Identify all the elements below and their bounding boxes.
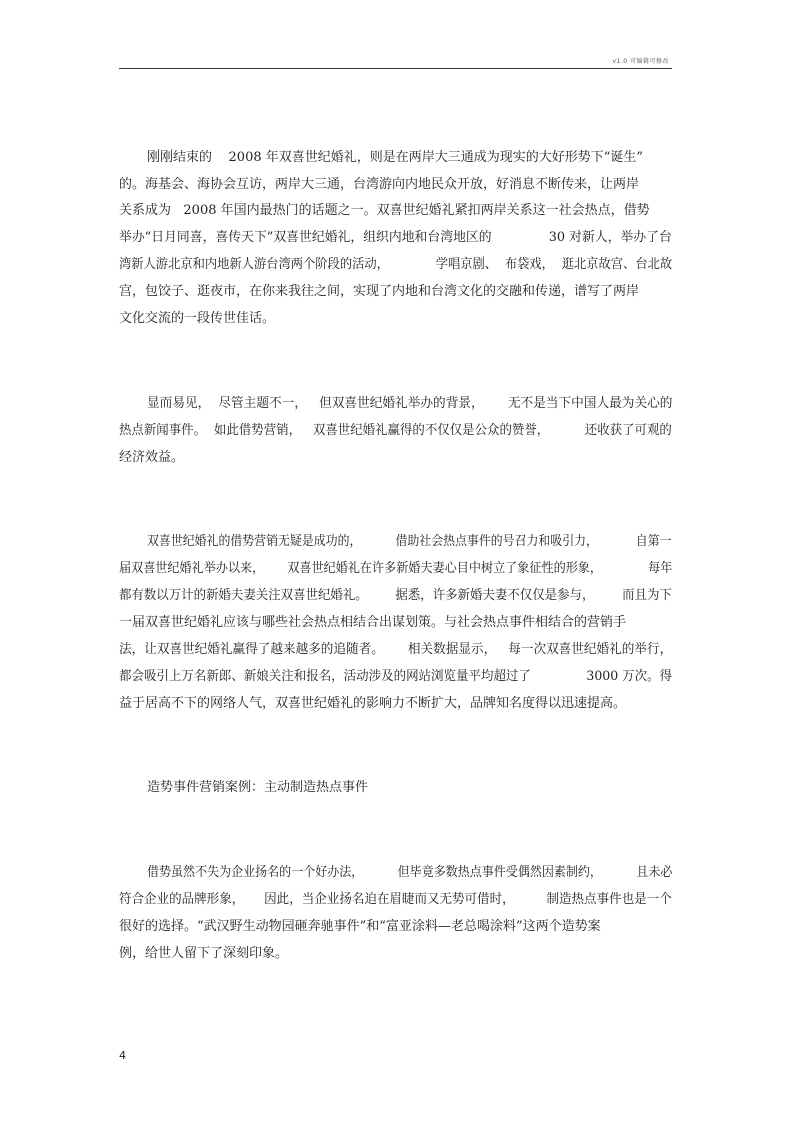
text-line: 双喜世纪婚礼的借势营销无疑是成功的， 借助社会热点事件的号召力和吸引力， 自第一 — [147, 534, 672, 549]
text-line: 届双喜世纪婚礼举办以来， 双喜世纪婚礼在许多新婚夫妻心目中树立了象征性的形象， 每年 — [119, 561, 673, 576]
text-line: 符合企业的品牌形象， 因此，当企业扬名迫在眉睫而又无势可借时， 制造热点事件也是一个 — [119, 892, 672, 907]
text-line: 刚刚结束的 2008 年双喜世纪婚礼，则是在两岸大三通成为现实的大好形势下“诞生” — [147, 150, 644, 165]
text-line: 宫，包饺子、逛夜市，在你来我往之间，实现了内地和台湾文化的交融和传递，谱写了两岸 — [119, 284, 640, 299]
text-line: 文化交流的一段传世佳话。 — [119, 311, 276, 326]
page-number: 4 — [119, 1049, 126, 1062]
heading-line: 造势事件营销案例：主动制造热点事件 — [147, 780, 369, 795]
text-line: 很好的选择。“武汉野生动物园砸奔驰事件”和“富亚涂料—老总喝涂料”这两个造势案 — [119, 919, 601, 934]
text-line: 经济效益。 — [119, 450, 185, 465]
text-line: 益于居高不下的网络人气，双喜世纪婚礼的影响力不断扩大，品牌知名度得以迅速提高。 — [119, 696, 627, 711]
text-line: 都有数以万计的新婚夫妻关注双喜世纪婚礼。 据悉，许多新婚夫妻不仅仅是参与， 而且为下 — [119, 588, 672, 603]
header-divider — [119, 68, 672, 69]
text-line: 的。海基会、海协会互访，两岸大三通，台湾游向内地民众开放，好消息不断传来，让两岸 — [119, 177, 640, 192]
text-line: 关系成为 2008 年国内最热门的话题之一。双喜世纪婚礼紧扣两岸关系这一社会热点，借势 — [119, 203, 650, 218]
text-line: 热点新闻事件。 如此借势营销， 双喜世纪婚礼赢得的不仅仅是公众的赞誉， 还收获了可观的 — [119, 423, 672, 438]
text-line: 都会吸引上万名新郎、新娘关注和报名，活动涉及的网站浏览量平均超过了 3000 万次。得 — [119, 669, 673, 684]
text-line: 一届双喜世纪婚礼应该与哪些社会热点相结合出谋划策。与社会热点事件相结合的营销手 — [119, 615, 627, 630]
text-line: 法，让双喜世纪婚礼赢得了越来越多的追随者。 相关数据显示， 每一次双喜世纪婚礼的举行， — [119, 642, 673, 657]
text-line: 湾新人游北京和内地新人游台湾两个阶段的活动， 学唱京剧、 布袋戏， 逛北京故宫、台北故 — [119, 257, 673, 272]
header-version-label: v1.0 可编辑可修改 — [612, 58, 669, 65]
text-line: 例，给世人留下了深刻印象。 — [119, 946, 289, 961]
text-line: 借势虽然不失为企业扬名的一个好办法， 但毕竟多数热点事件受偶然因素制约， 且未必 — [147, 865, 673, 880]
text-line: 显而易见， 尽管主题不一， 但双喜世纪婚礼举办的背景， 无不是当下中国人最为关心的 — [147, 396, 673, 411]
text-line: 举办“日月同喜，喜传天下”双喜世纪婚礼，组织内地和台湾地区的 30 对新人，举办了台 — [119, 230, 672, 245]
